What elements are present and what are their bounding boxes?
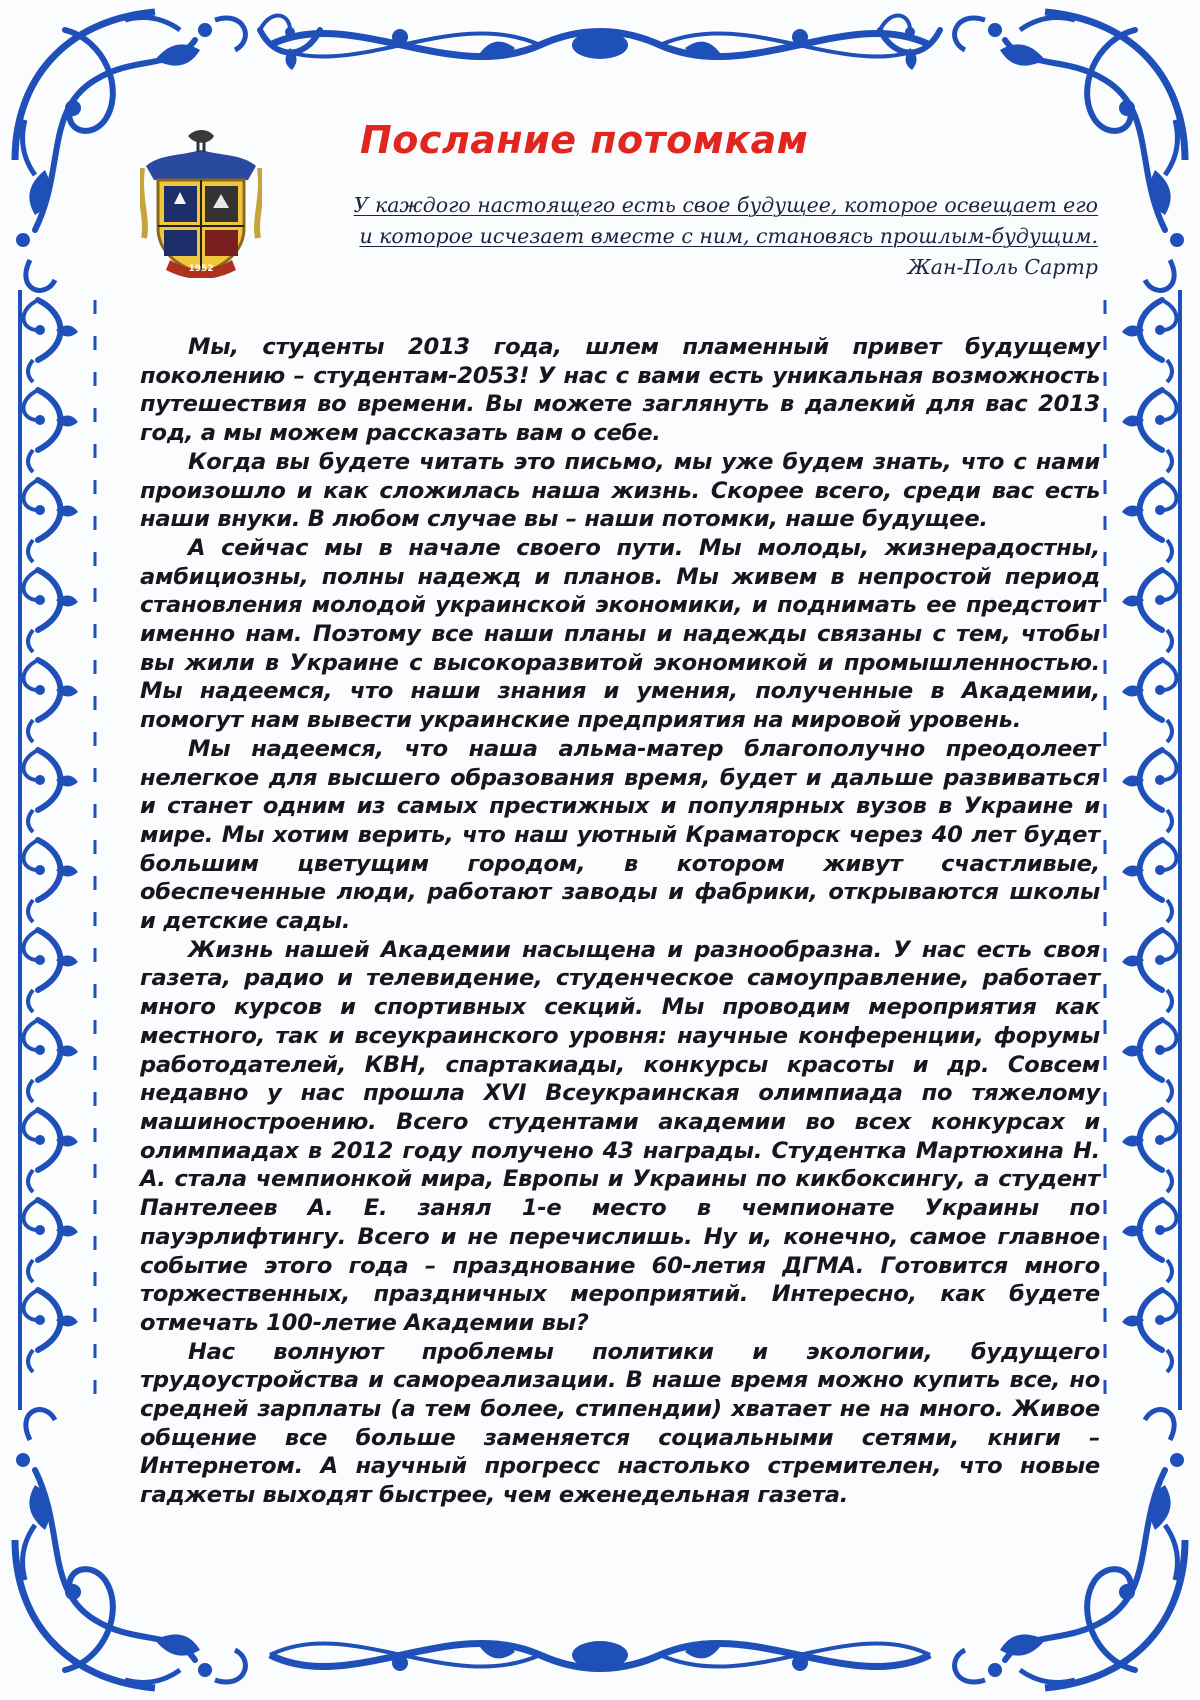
paragraph: Когда вы будете читать это письмо, мы уже будем знать, что с нами произошло и как сложилась наша жизнь. Скорее всего, среди вас есть наши внуки. В любом случае вы – наши потомки, наше будущее. [140,448,1100,533]
epigraph-line-2: и которое исчезает вместе с ним, становясь прошлым-будущим. [359,224,1098,248]
paragraph: Жизнь нашей Академии насыщена и разнообразна. У нас есть своя газета, радио и телевидение, студенческое самоуправление, работает много курсов и спортивных секций. Мы проводим мероприятия как местного, так и всеукраинского уровня: научные конференции, форумы работодателей, КВН, спартакиады, конкурсы красоты и др. Совсем недавно у нас прошла XVI Всеукраинская олимпиада по тяжелому машиностроению. Всего студентами академии во всех конкурсах и олимпиадах в 2012 году получено 43 награды. Студентка Мартюхина Н. А. стала чемпионкой мира, Европы и Украины по кикбоксингу, а студент Пантелеев А. Е. занял 1-е место в чемпионате Украины по пауэрлифтингу. Всего и не перечислишь. Ну и, конечно, самое главное событие этого года – празднование 60-летия ДГМА. Готовится много торжественных, праздничных мероприятий. Интересно, как будете отмечать 100-летие Академии вы? [140,936,1100,1336]
paragraph: А сейчас мы в начале своего пути. Мы молоды, жизнерадостны, амбициозны, полны надежд и планов. Мы живем в непростой период становления молодой украинской экономики, и поднимать ее предстоит именно нам. Поэтому все наши планы и надежды связаны с тем, чтобы вы жили в Украине с высокоразвитой экономикой и промышленностью. Мы надеемся, что наши знания и умения, полученные в Академии, помогут нам вывести украинские предприятия на мировой уровень. [140,534,1100,734]
academy-crest-icon [140,128,262,278]
epigraph-line-1: У каждого настоящего есть свое будущее, которое освещает его [353,193,1098,217]
paragraph: Мы надеемся, что наша альма-матер благополучно преодолеет нелегкое для высшего образования время, будет и дальше развиваться и станет одним из самых престижных и популярных вузов в Украине и мире. Мы хотим верить, что наш уютный Краматорск через 40 лет будет большим цветущим городом, в котором живут счастливые, обеспеченные люди, работают заводы и фабрики, открываются школы и детские сады. [140,735,1100,935]
epigraph [270,190,1098,283]
page-title: Послание потомкам [360,118,809,162]
paragraph: Нас волнуют проблемы политики и экологии, будущего трудоустройства и самореализации. В наше время можно купить все, но средней зарплаты (а тем более, стипендии) хватает не на много. Живое общение все больше заменяется социальными сетями, книги – Интернетом. А научный прогресс настолько стремителен, что новые гаджеты выходят быстрее, чем еженедельная газета. [140,1338,1100,1509]
crest-year: 1952 [188,264,214,274]
letter-body [140,333,1100,1510]
paragraph: Мы, студенты 2013 года, шлем пламенный привет будущему поколению – студентам-2053! У нас с вами есть уникальная возможность путешествия во времени. Вы можете заглянуть в далекий для вас 2013 год, а мы можем рассказать вам о себе. [140,334,1100,447]
epigraph-author: Жан-Поль Сартр [907,255,1098,279]
